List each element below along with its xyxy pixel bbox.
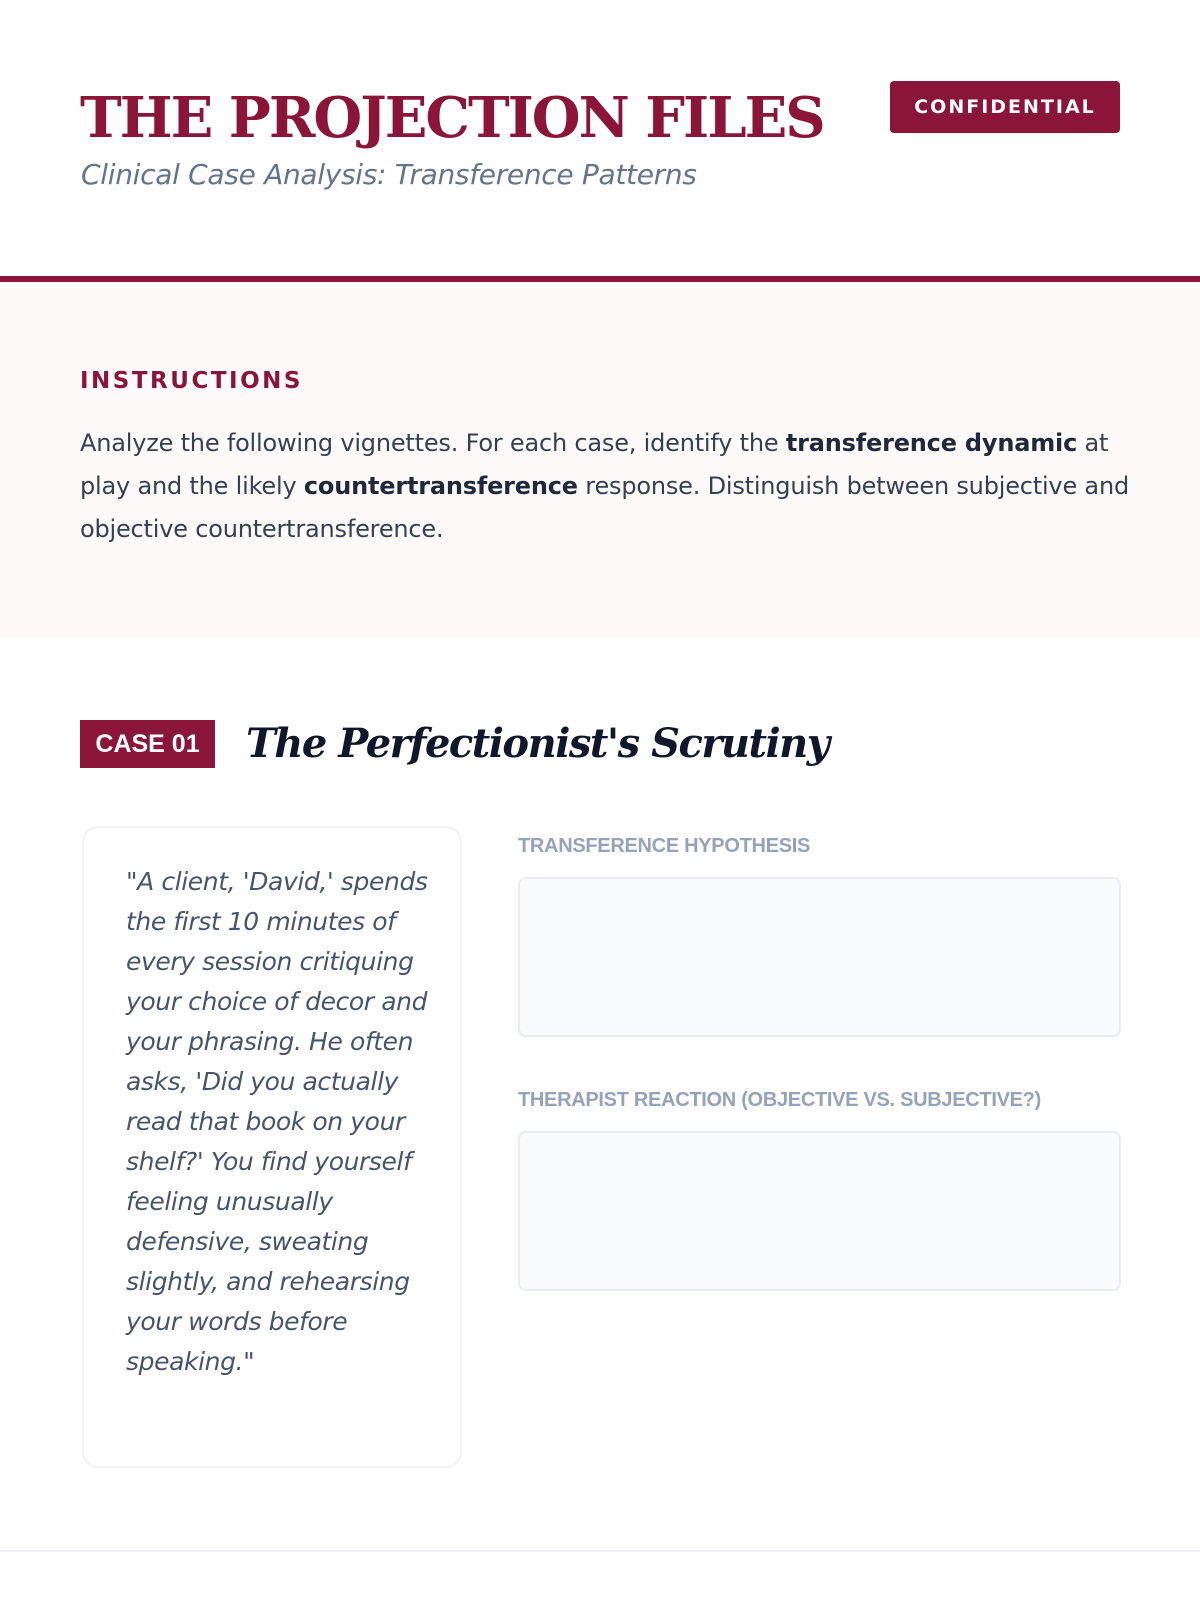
therapist-reaction-input[interactable] bbox=[518, 1131, 1121, 1291]
instructions-text bbox=[80, 422, 1130, 551]
case-title: The Perfectionist's Scrutiny bbox=[246, 720, 829, 767]
instructions-heading: INSTRUCTIONS bbox=[80, 368, 303, 394]
case-vignette-text: "A client, 'David,' spends the first 10 minutes of every session critiquing your choice of decor and your phrasing. He often asks, 'Did you actually read that book on your shelf?' You find yourself feeling unusually defensive, sweating slightly, and rehearsing your words before speaking." bbox=[126, 867, 428, 1376]
section-divider bbox=[0, 1550, 1200, 1552]
confidential-badge: CONFIDENTIAL bbox=[890, 81, 1120, 133]
transference-hypothesis-label: TRANSFERENCE HYPOTHESIS bbox=[518, 835, 811, 857]
case-number-badge: CASE 01 bbox=[80, 720, 215, 768]
instructions-text-part: response. Distinguish between subjective and objective countertransference. bbox=[80, 472, 1129, 543]
instructions-text-part: Analyze the following vignettes. For each case, identify the bbox=[80, 429, 786, 457]
document-header bbox=[0, 0, 1200, 282]
document-title: THE PROJECTION FILES bbox=[80, 85, 824, 151]
case-vignette-card bbox=[82, 826, 462, 1468]
instructions-emphasis-countertransference: countertransference bbox=[303, 472, 578, 500]
therapist-reaction-label: THERAPIST REACTION (OBJECTIVE VS. SUBJECTIVE?) bbox=[518, 1089, 1041, 1111]
transference-hypothesis-input[interactable] bbox=[518, 877, 1121, 1037]
instructions-panel bbox=[0, 282, 1200, 637]
instructions-emphasis-transference: transference dynamic bbox=[785, 429, 1078, 457]
instructions-text-part: at play and the likely bbox=[80, 429, 1109, 500]
document-subtitle: Clinical Case Analysis: Transference Patterns bbox=[81, 158, 697, 191]
